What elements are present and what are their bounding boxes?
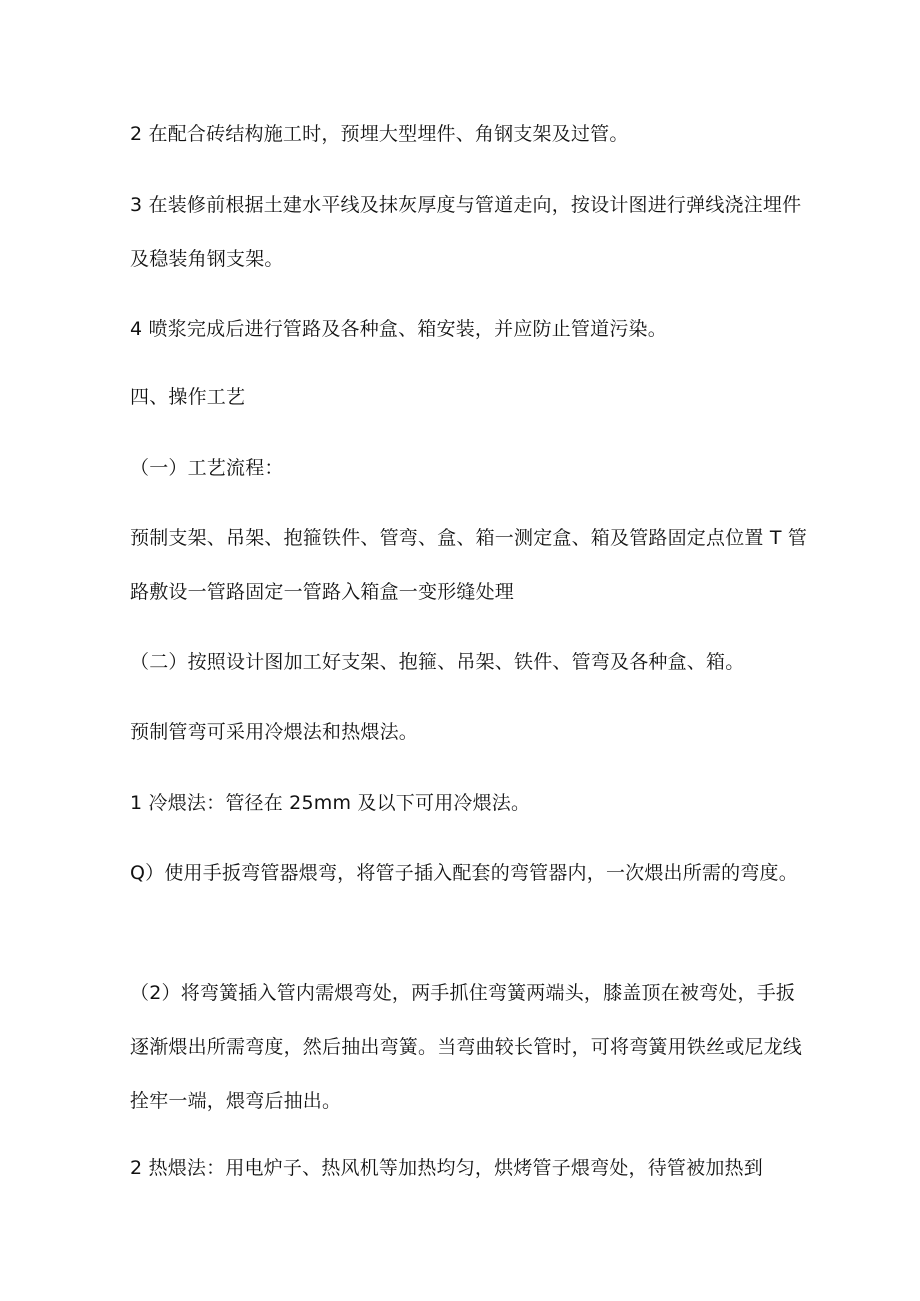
paragraph-process-steps: 预制支架、吊架、抱箍铁件、管弯、盒、箱一测定盒、箱及管路固定点位置 T 管路敷设一管路固定一管路入箱盒一变形缝处理 [130, 527, 808, 603]
subheading-process-flow: （一）工艺流程： [130, 457, 284, 479]
paragraph-cold-bending: 1 冷煨法：管径在 25mm 及以下可用冷煨法。 [130, 792, 531, 814]
paragraph-bending-spring: （2）将弯簧插入管内需煨弯处，两手抓住弯簧两端头，膝盖顶在被弯处，手扳逐渐煨出所需弯度，然后抽出弯簧。当弯曲较长管时，可将弯簧用铁丝或尼龙线拴牢一端，煨弯后抽出。 [130, 982, 803, 1112]
paragraph-after-spraying: 4 喷浆完成后进行管路及各种盒、箱安装，并应防止管道污染。 [130, 318, 667, 340]
paragraph-bending-methods: 预制管弯可采用冷煨法和热煨法。 [130, 721, 419, 743]
paragraph-hand-bender: Q）使用手扳弯管器煨弯，将管子插入配套的弯管器内，一次煨出所需的弯度。 [130, 862, 798, 884]
subheading-fabrication: （二）按照设计图加工好支架、抱箍、吊架、铁件、管弯及各种盒、箱。 [130, 651, 745, 673]
section-heading-operation: 四、操作工艺 [130, 386, 246, 408]
paragraph-hot-bending: 2 热煨法：用电炉子、热风机等加热均匀，烘烤管子煨弯处，待管被加热到 [130, 1157, 763, 1179]
paragraph-before-decoration: 3 在装修前根据土建水平线及抹灰厚度与管道走向，按设计图进行弹线浇注埋件及稳装角钢支架。 [130, 194, 802, 270]
paragraph-brick-structure: 2 在配合砖结构施工时，预埋大型埋件、角钢支架及过管。 [130, 123, 629, 145]
